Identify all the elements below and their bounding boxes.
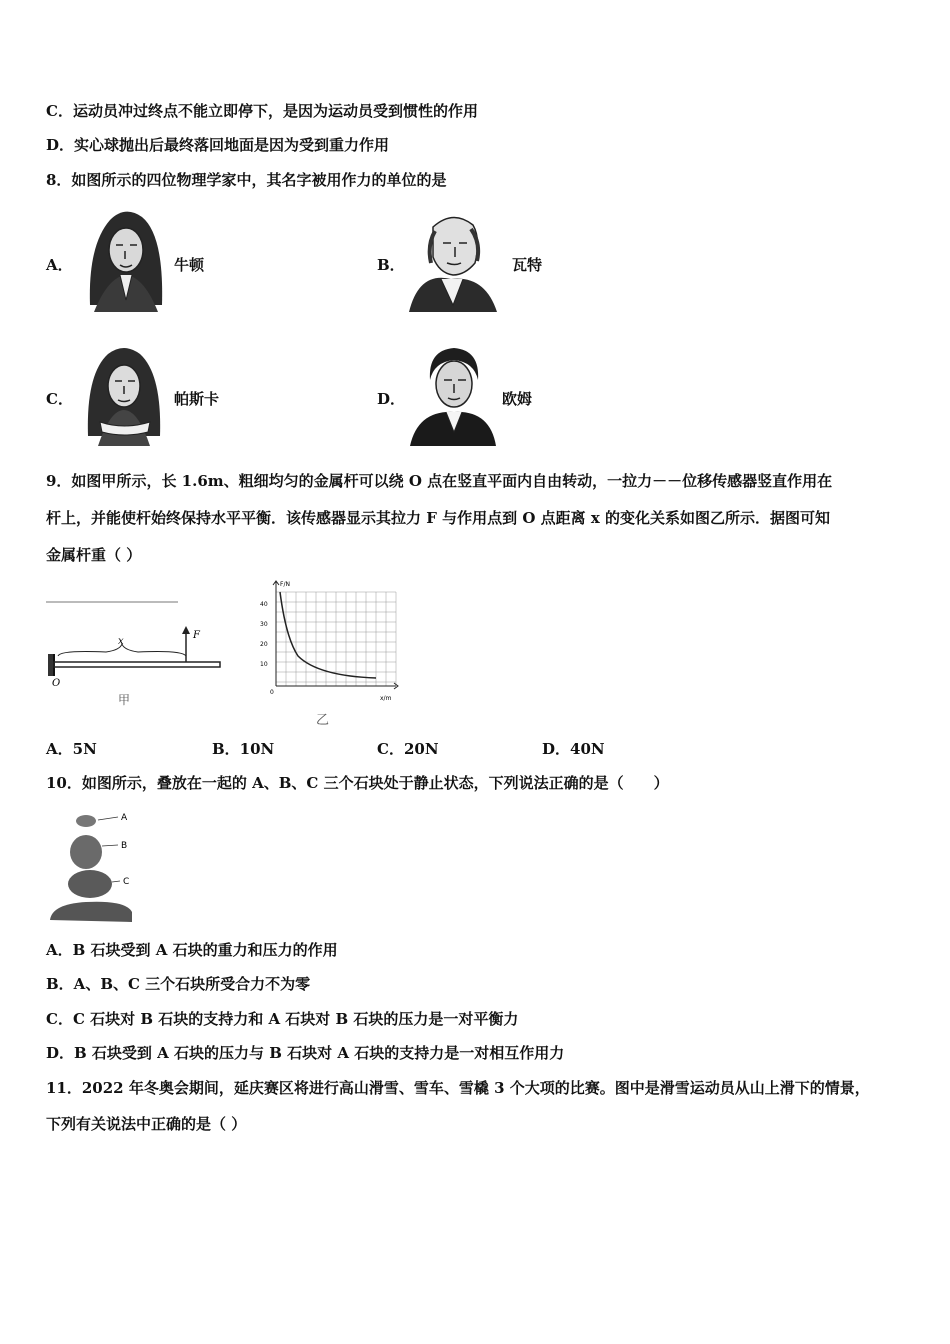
y-tick-40: 40 <box>260 601 268 608</box>
force-distance-graph <box>252 578 402 728</box>
stone-label-b: B <box>121 841 128 851</box>
ohm-portrait <box>408 340 498 446</box>
x-axis-label: x/m <box>380 695 392 702</box>
lever-figure <box>46 590 226 710</box>
origin-label: 0 <box>270 689 274 696</box>
y-tick-10: 10 <box>260 661 268 668</box>
q10-option-d: D．B 石块受到 A 石块的压力与 B 石块对 A 石块的支持力是一对相互作用力 <box>46 1044 565 1062</box>
q8-option-a-letter: A． <box>46 256 73 274</box>
q10-option-c: C．C 石块对 B 石块的支持力和 A 石块对 B 石块的压力是一对平衡力 <box>46 1010 519 1028</box>
q10-option-a: A．B 石块受到 A 石块的重力和压力的作用 <box>46 941 338 959</box>
q8-option-a-name: 牛顿 <box>174 256 205 274</box>
y-tick-30: 30 <box>260 621 268 628</box>
graph-grid <box>276 592 396 686</box>
stone-label-a: A <box>121 813 128 823</box>
newton-portrait <box>80 205 170 312</box>
y-tick-20: 20 <box>260 641 268 648</box>
q9-stem-line-2: 杆上，并能使杆始终保持水平平衡．该传感器显示其拉力 F 与作用点到 O 点距离 x 的变化关系如图乙所示．据图可知 <box>46 509 830 527</box>
label-f: F <box>193 630 200 641</box>
q9-choice-d: D．40N <box>542 740 605 758</box>
watt-portrait <box>405 205 501 312</box>
label-o: O <box>52 678 61 689</box>
caption-yi: 乙 <box>316 713 330 728</box>
q10-option-b: B．A、B、C 三个石块所受合力不为零 <box>46 975 311 993</box>
q8-stem: 8．如图所示的四位物理学家中，其名字被用作力的单位的是 <box>46 171 447 189</box>
pascal-portrait <box>80 340 166 446</box>
q8-option-c-letter: C． <box>46 390 73 408</box>
q11-stem-line-2: 下列有关说法中正确的是（ ） <box>46 1115 247 1133</box>
q8-option-d-letter: D． <box>377 390 406 408</box>
label-x: x <box>118 636 124 647</box>
q8-option-b-name: 瓦特 <box>512 256 543 274</box>
q9-stem-line-1: 9．如图甲所示，长 1.6m、粗细均匀的金属杆可以绕 O 点在竖直平面内自由转动，一拉力－－位移传感器竖直作用在 <box>46 472 833 490</box>
q7-option-c: C．运动员冲过终点不能立即停下，是因为运动员受到惯性的作用 <box>46 102 478 120</box>
q11-stem-line-1: 11．2022 年冬奥会期间，延庆赛区将进行高山滑雪、雪车、雪橇 3 个大项的比赛。图中是滑雪运动员从山上滑下的情景， <box>46 1079 870 1097</box>
inverse-curve <box>280 592 376 678</box>
stone-label-c: C <box>123 877 130 887</box>
q7-option-d: D．实心球抛出后最终落回地面是因为受到重力作用 <box>46 136 390 154</box>
q8-option-d-name: 欧姆 <box>502 390 533 408</box>
y-axis-label: F/N <box>280 581 290 588</box>
q9-choice-c: C．20N <box>377 740 439 758</box>
metal-rod <box>54 662 220 667</box>
stone-b <box>70 835 102 869</box>
q9-choice-b: B．10N <box>212 740 275 758</box>
q9-stem-line-3: 金属杆重（ ） <box>46 546 142 564</box>
stacked-stones-figure <box>46 808 142 926</box>
q8-option-b-letter: B． <box>377 256 405 274</box>
q9-choice-a: A．5N <box>46 740 97 758</box>
q8-option-c-name: 帕斯卡 <box>174 390 220 408</box>
stone-c <box>68 870 112 898</box>
caption-jia: 甲 <box>118 693 131 707</box>
stone-a <box>76 815 96 827</box>
q10-stem: 10．如图所示，叠放在一起的 A、B、C 三个石块处于静止状态，下列说法正确的是（ ） <box>46 774 669 792</box>
